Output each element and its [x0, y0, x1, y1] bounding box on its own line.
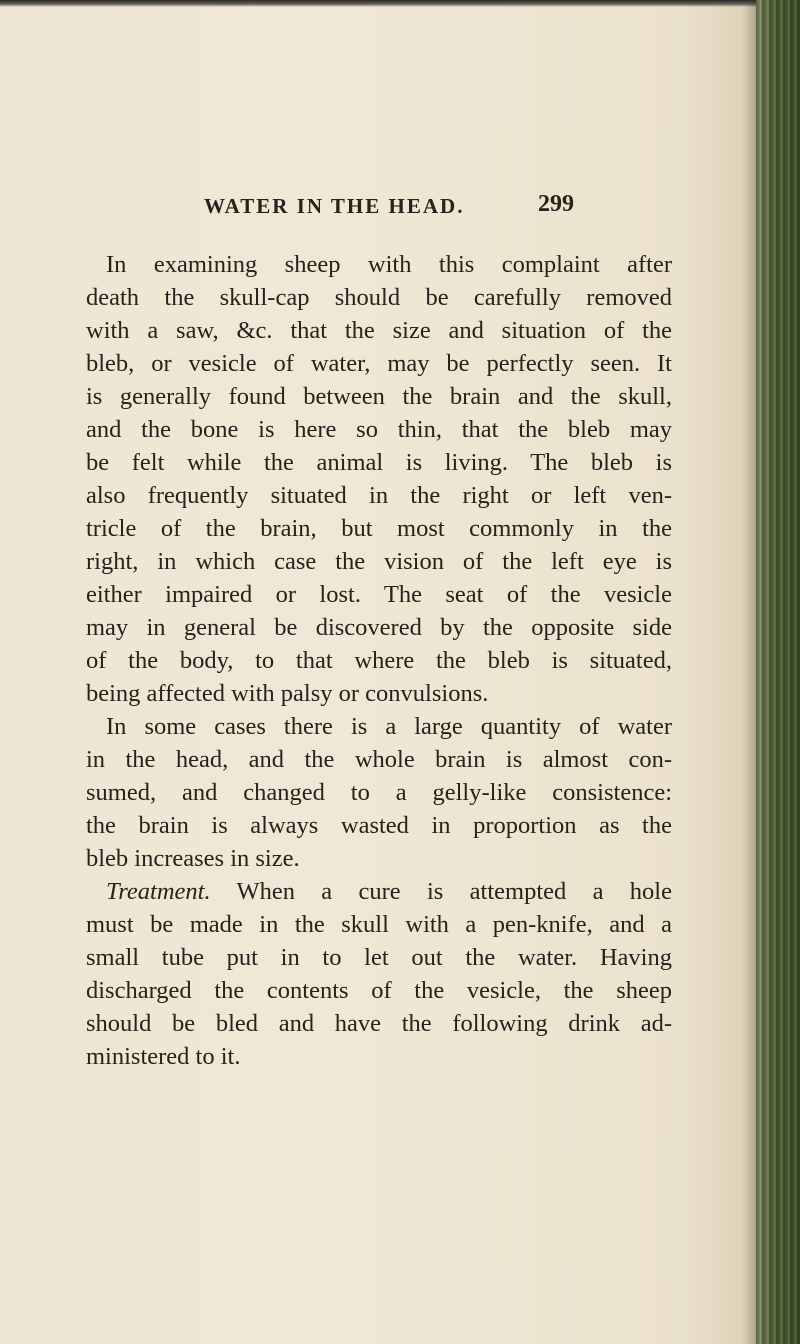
page-top-edge — [0, 0, 800, 7]
text-line: tricle of the brain, but most commonly in the — [86, 515, 672, 542]
text-line: may in general be discovered by the opposite side — [86, 614, 672, 641]
text-line: In some cases there is a large quantity of water — [106, 713, 672, 740]
text-line: must be made in the skull with a pen-knife, and a — [86, 911, 672, 938]
text-line: bleb increases in size. — [86, 845, 300, 872]
text-line: sumed, and changed to a gelly-like consistence: — [86, 779, 672, 806]
text-line: either impaired or lost. The seat of the vesicle — [86, 581, 672, 608]
text-line: discharged the contents of the vesicle, the sheep — [86, 977, 672, 1004]
treatment-lead-text: When a cure is attempted a hole — [210, 878, 672, 905]
page-number: 299 — [538, 191, 574, 217]
text-line: is generally found between the brain and the skull, — [86, 383, 672, 410]
text-line: and the bone is here so thin, that the bleb may — [86, 416, 672, 443]
text-line: should be bled and have the following drink ad- — [86, 1010, 672, 1037]
running-title: WATER IN THE HEAD. — [204, 194, 465, 218]
text-line: ministered to it. — [86, 1043, 241, 1070]
treatment-line — [86, 875, 672, 908]
text-line: the brain is always wasted in proportion as the — [86, 812, 672, 839]
text-line: bleb, or vesicle of water, may be perfectly seen. It — [86, 350, 672, 377]
text-line: In examining sheep with this complaint after — [106, 251, 672, 278]
text-line: small tube put in to let out the water. Having — [86, 944, 672, 971]
text-line: being affected with palsy or convulsions. — [86, 680, 489, 707]
text-line: also frequently situated in the right or left ven- — [86, 482, 672, 509]
text-line: death the skull-cap should be carefully removed — [86, 284, 672, 311]
text-line: with a saw, &c. that the size and situation of the — [86, 317, 672, 344]
binding-shadow — [742, 0, 756, 1344]
text-line: in the head, and the whole brain is almost con- — [86, 746, 672, 773]
text-line: right, in which case the vision of the left eye is — [86, 548, 672, 575]
treatment-heading: Treatment. — [106, 878, 211, 905]
text-line: of the body, to that where the bleb is situated, — [86, 647, 672, 674]
text-line: be felt while the animal is living. The bleb is — [86, 449, 672, 476]
running-head — [88, 191, 668, 230]
body-text — [86, 248, 672, 1073]
book-binding-edge — [756, 0, 800, 1344]
